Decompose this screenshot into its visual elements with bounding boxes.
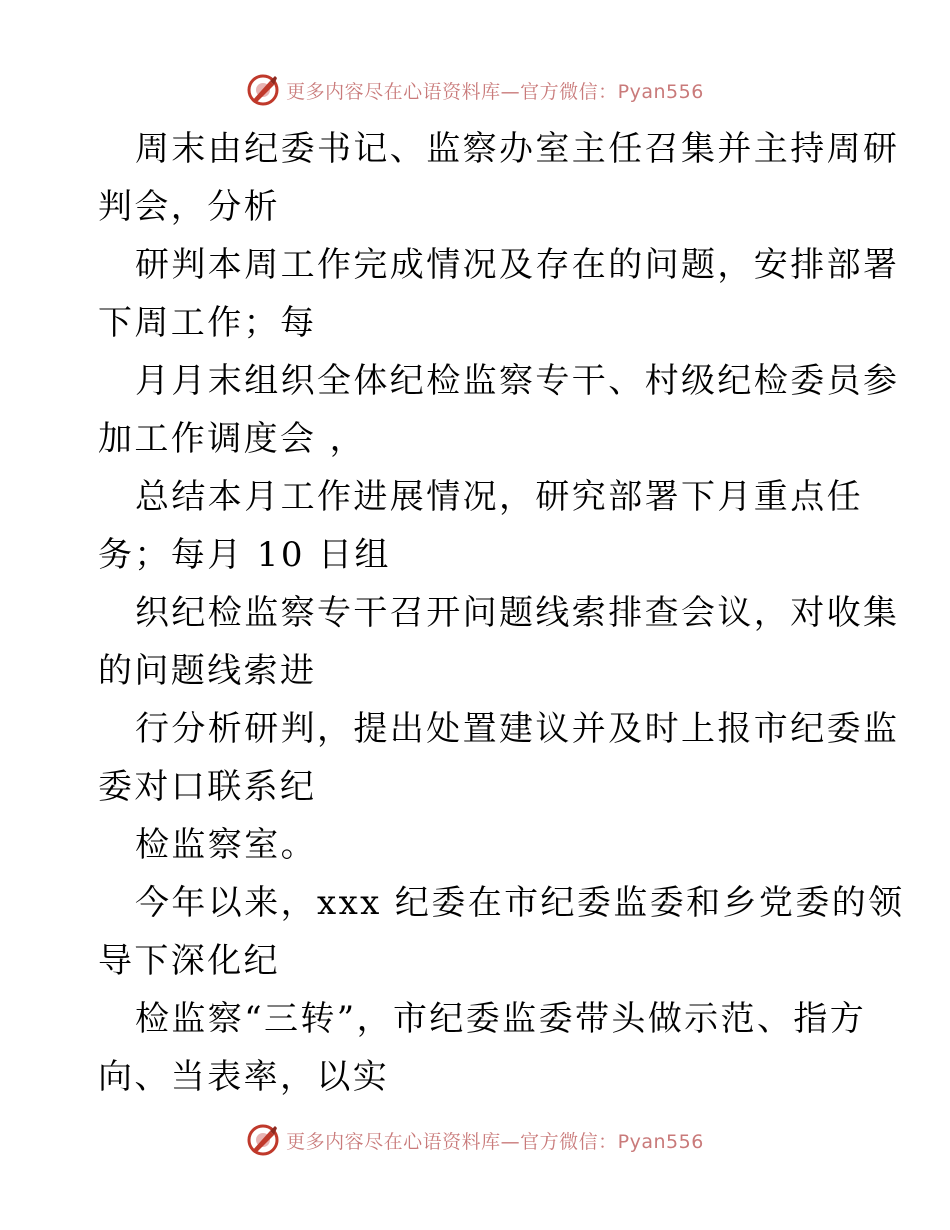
footer-banner-inner <box>246 1123 704 1157</box>
header-banner-text: 更多内容尽在心语资料库—官方微信：Pyan556 <box>286 80 704 103</box>
text-line: 月月末组织全体纪检监察专干、村级纪检委员参 <box>135 361 900 401</box>
text-line: 研判本周工作完成情况及存在的问题，安排部署 <box>135 245 900 285</box>
text-line: 行分析研判，提出处置建议并及时上报市纪委监 <box>135 709 900 749</box>
text-line: 检监察室。 <box>135 825 317 865</box>
text-line: 加工作调度会 ， <box>98 419 367 459</box>
header-banner-inner <box>246 73 704 107</box>
text-line: 判会，分析 <box>98 187 280 227</box>
footer-banner <box>0 1120 950 1160</box>
footer-banner-text: 更多内容尽在心语资料库—官方微信：Pyan556 <box>286 1130 704 1153</box>
text-line: 总结本月工作进展情况，研究部署下月重点任 <box>135 477 863 517</box>
text-line: 下周工作；每 <box>98 303 317 343</box>
text-line: 务；每月 10 日组 <box>98 535 391 575</box>
text-line: 委对口联系纪 <box>98 767 317 807</box>
brand-logo-icon <box>246 73 280 107</box>
text-line: 的问题线索进 <box>98 651 317 691</box>
text-line: 今年以来，xxx 纪委在市纪委监委和乡党委的领 <box>135 883 905 923</box>
text-line: 织纪检监察专干召开问题线索排查会议，对收集 <box>135 593 900 633</box>
brand-logo-icon <box>246 1123 280 1157</box>
text-line: 周末由纪委书记、监察办室主任召集并主持周研 <box>135 129 900 169</box>
header-banner <box>0 70 950 110</box>
text-line: 检监察“三转”，市纪委监委带头做示范、指方 <box>135 999 867 1039</box>
text-line: 向、当表率，以实 <box>98 1057 390 1097</box>
text-line: 导下深化纪 <box>98 941 280 981</box>
